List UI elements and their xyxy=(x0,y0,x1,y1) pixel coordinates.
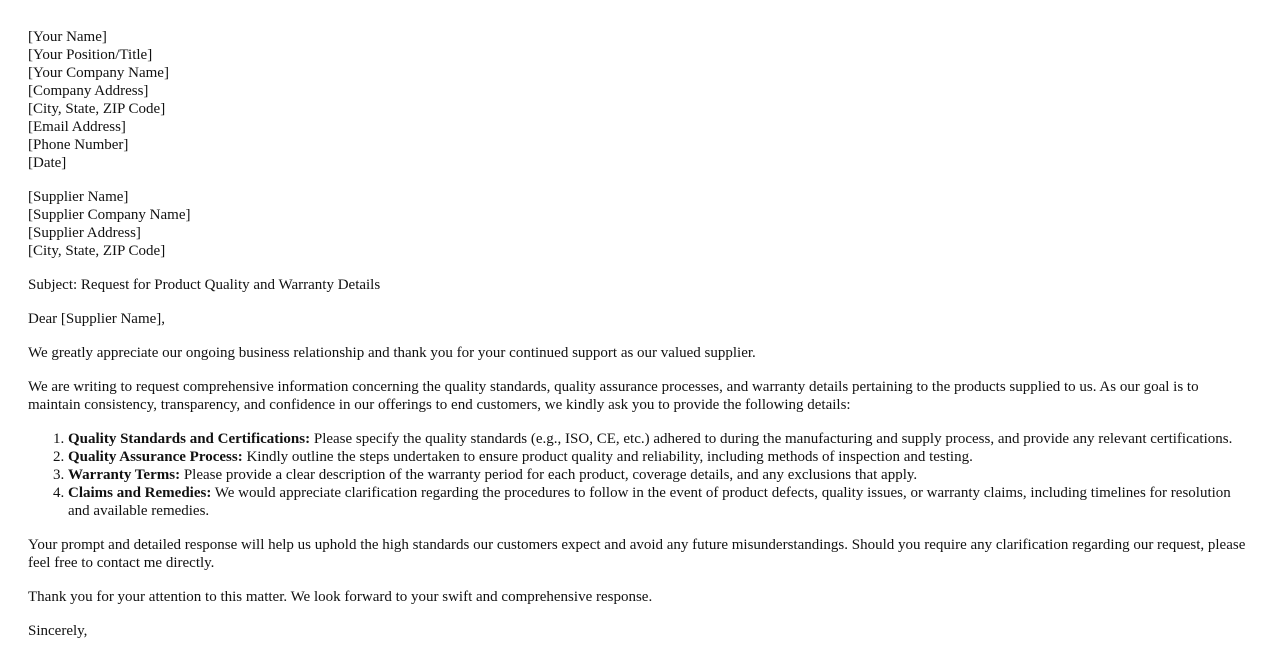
recipient-address-block xyxy=(28,188,1253,260)
list-item-text: We would appreciate clarification regarding the procedures to follow in the event of product defects, quality issues, or warranty claims, including timelines for resolution and available remedies. xyxy=(68,485,1231,519)
list-item-text: Please provide a clear description of the warranty period for each product, coverage details, and any exclusions that apply. xyxy=(180,467,918,483)
closing: Sincerely, xyxy=(28,623,88,639)
details-list xyxy=(28,430,1253,520)
request-paragraph: We are writing to request comprehensive information concerning the quality standards, quality assurance processes, and warranty details pertaining to the products supplied to us. As our goal is to maintain consistency, transparency, and confidence in our offerings to end customers, we kindly ask you to provide the following details: xyxy=(28,379,1199,413)
list-item-title: Quality Assurance Process: xyxy=(68,449,243,465)
list-item-text: Please specify the quality standards (e.g., ISO, CE, etc.) adhered to during the manufacturing and supply process, and provide any relevant certifications. xyxy=(310,431,1233,447)
list-item xyxy=(68,430,1253,448)
list-item xyxy=(68,466,1253,484)
sender-phone: [Phone Number] xyxy=(28,137,129,153)
intro-paragraph: We greatly appreciate our ongoing business relationship and thank you for your continued support as our valued supplier. xyxy=(28,345,756,361)
sender-email: [Email Address] xyxy=(28,119,126,135)
sender-name: [Your Name] xyxy=(28,29,107,45)
sender-position: [Your Position/Title] xyxy=(28,47,153,63)
list-item-title: Quality Standards and Certifications: xyxy=(68,431,311,447)
response-paragraph: Your prompt and detailed response will help us uphold the high standards our customers expect and avoid any future misunderstandings. Should you require any clarification regarding our request, please feel free to contact me directly. xyxy=(28,537,1246,571)
sender-address-block xyxy=(28,28,1253,172)
recipient-city-state-zip: [City, State, ZIP Code] xyxy=(28,243,166,259)
subject-line: Subject: Request for Product Quality and Warranty Details xyxy=(28,277,381,293)
list-item-text: Kindly outline the steps undertaken to ensure product quality and reliability, including methods of inspection and testing. xyxy=(242,449,973,465)
recipient-name: [Supplier Name] xyxy=(28,189,129,205)
sender-company: [Your Company Name] xyxy=(28,65,169,81)
sender-company-address: [Company Address] xyxy=(28,83,149,99)
list-item-title: Warranty Terms: xyxy=(68,467,181,483)
list-item-title: Claims and Remedies: xyxy=(68,485,212,501)
thanks-paragraph: Thank you for your attention to this matter. We look forward to your swift and comprehensive response. xyxy=(28,589,653,605)
list-item xyxy=(68,484,1253,520)
sender-city-state-zip: [City, State, ZIP Code] xyxy=(28,101,166,117)
letter-document xyxy=(28,28,1253,656)
letter-date: [Date] xyxy=(28,155,67,171)
list-item xyxy=(68,448,1253,466)
recipient-company: [Supplier Company Name] xyxy=(28,207,191,223)
salutation: Dear [Supplier Name], xyxy=(28,311,166,327)
recipient-address: [Supplier Address] xyxy=(28,225,141,241)
